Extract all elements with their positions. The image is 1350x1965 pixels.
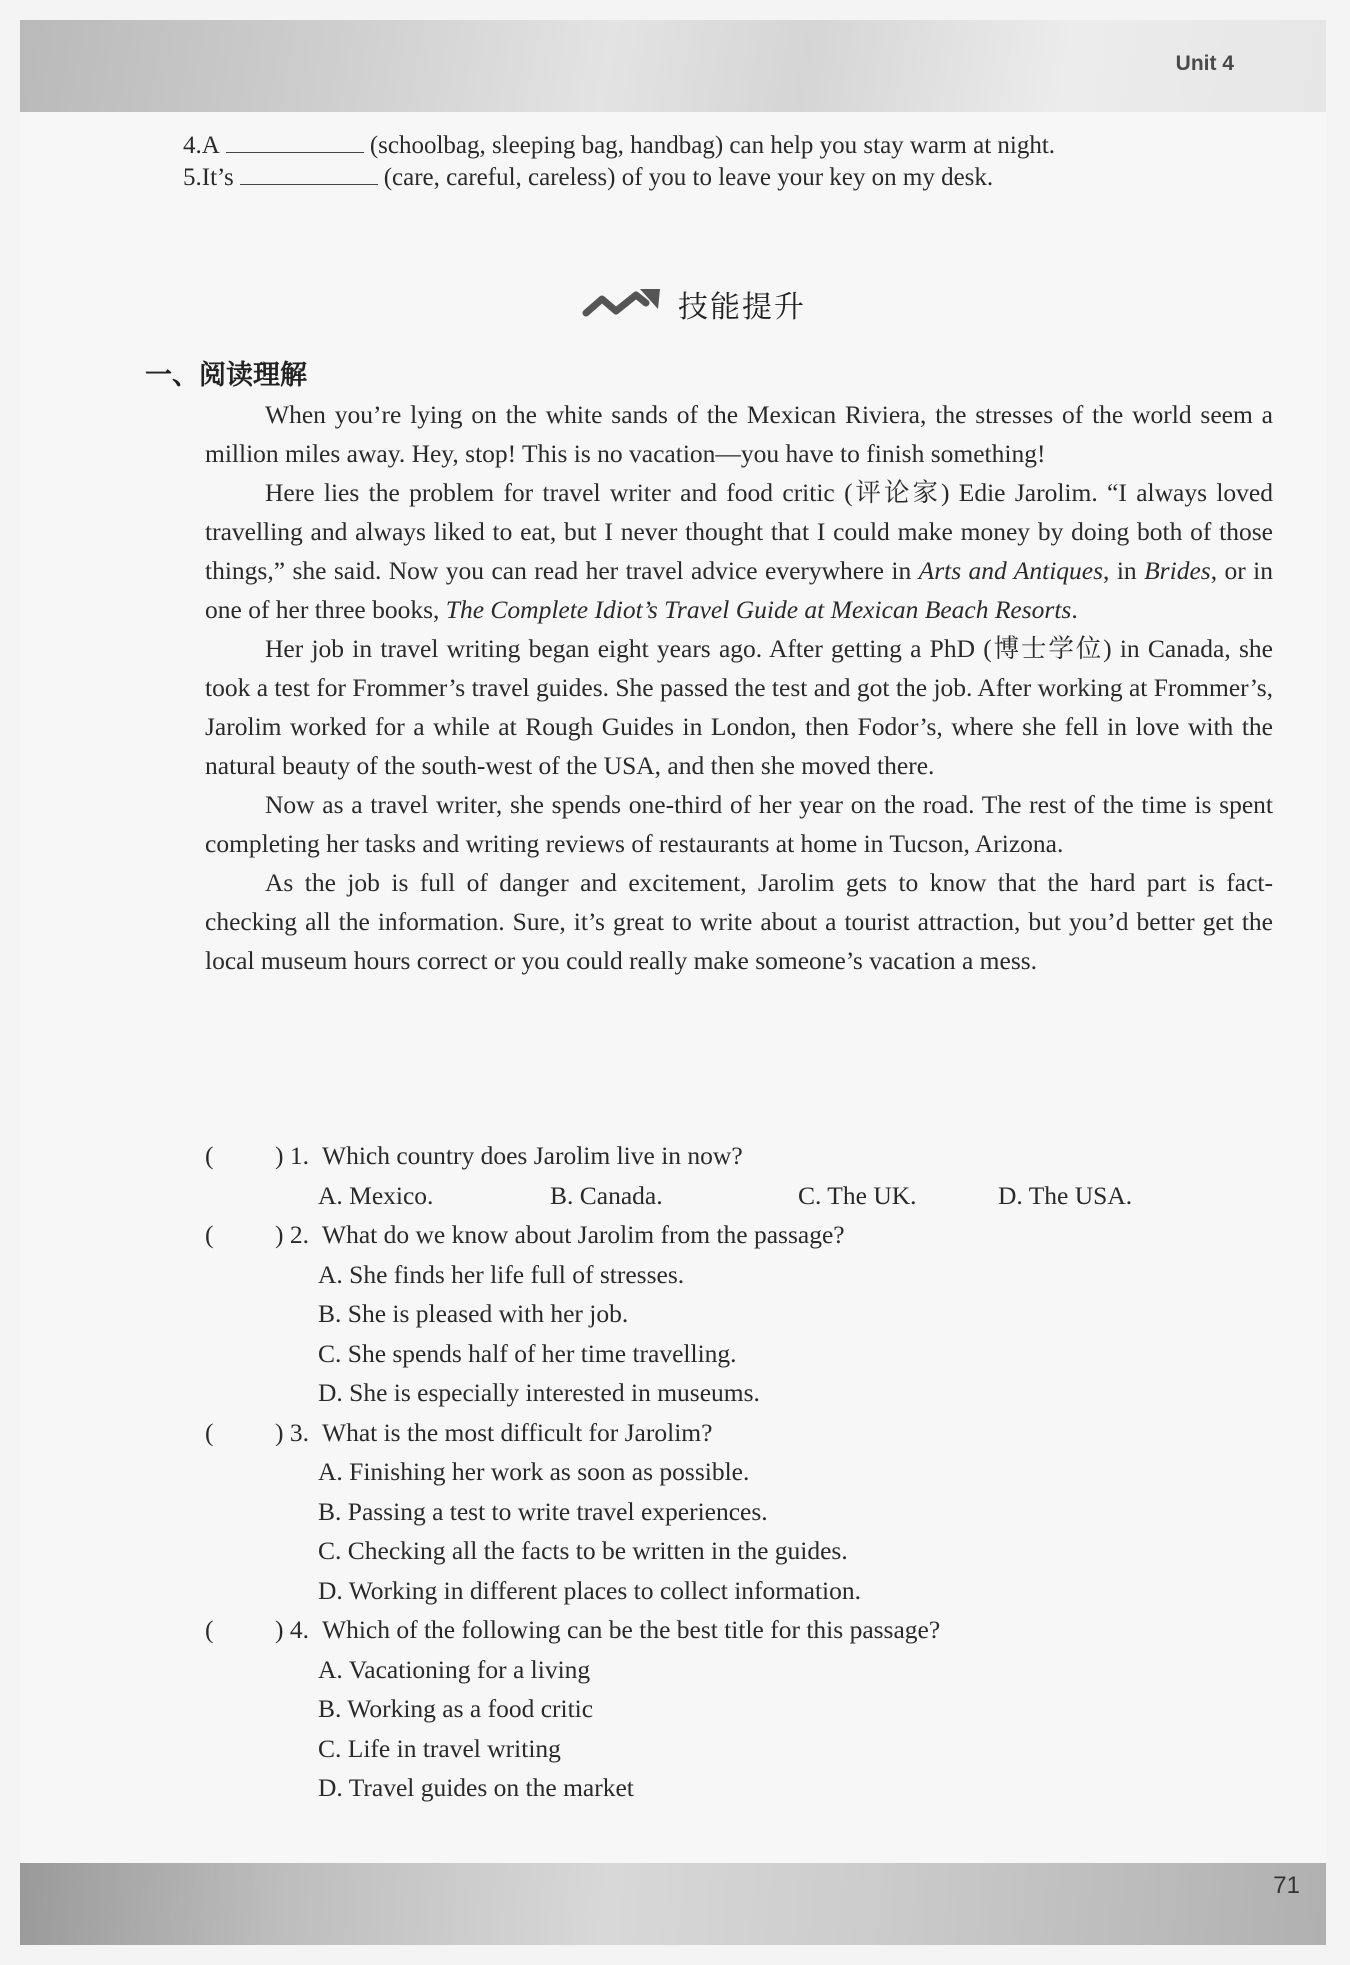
answer-paren[interactable]: ( <box>205 1220 214 1249</box>
answer-blank[interactable] <box>226 130 364 153</box>
question-number: ) 2. <box>275 1220 309 1249</box>
option-b[interactable]: B. Working as a food critic <box>318 1694 594 1723</box>
reading-passage <box>205 395 1273 980</box>
page <box>20 20 1326 1945</box>
answer-paren[interactable]: ( <box>205 1615 214 1644</box>
header-band <box>20 20 1326 112</box>
fill-blank-5 <box>183 162 993 194</box>
option-d[interactable]: D. Working in different places to collect information. <box>318 1575 861 1605</box>
passage-paragraph: As the job is full of danger and excitement, Jarolim gets to know that the hard part is fact-checking all the information. Sure, it’s great to write about a tourist attraction, but you’d better get the local museum hours correct or you could really make someone’s vacation a mess. <box>205 868 1273 975</box>
option-b[interactable]: B. She is pleased with her job. <box>318 1299 629 1328</box>
option-c[interactable]: C. She spends half of her time travelling. <box>318 1338 737 1368</box>
answer-blank[interactable] <box>240 162 378 185</box>
question-text: Which country does Jarolim live in now? <box>322 1141 743 1170</box>
option-a[interactable]: A. She finds her life full of stresses. <box>318 1259 685 1289</box>
option-a[interactable]: A. Finishing her work as soon as possible. <box>318 1457 750 1486</box>
option-a[interactable]: A. Mexico. <box>318 1180 434 1210</box>
option-c[interactable]: C. The UK. <box>798 1180 917 1210</box>
fill-blank-after: (schoolbag, sleeping bag, handbag) can help you stay warm at night. <box>369 132 1056 159</box>
trend-up-arrow-icon <box>582 287 664 321</box>
fill-blank-before: It’s <box>201 164 234 191</box>
question-2 <box>205 1215 1273 1413</box>
question-3 <box>205 1413 1273 1611</box>
option-b[interactable]: B. Canada. <box>550 1180 663 1210</box>
fill-blank-after: (care, careful, careless) of you to leave your key on my desk. <box>383 164 994 191</box>
question-text: What is the most difficult for Jarolim? <box>322 1417 713 1447</box>
unit-label: Unit 4 <box>1175 52 1234 75</box>
option-c[interactable]: C. Checking all the facts to be written in the guides. <box>318 1536 848 1565</box>
footer-band <box>20 1863 1326 1945</box>
question-4 <box>205 1610 1273 1808</box>
question-text: What do we know about Jarolim from the passage? <box>322 1220 845 1249</box>
passage-paragraph: Now as a travel writer, she spends one-third of her year on the road. The rest of the time is spent completing her tasks and writing reviews of restaurants at home in Tucson, Arizona. <box>205 790 1273 858</box>
question-number: ) 3. <box>275 1417 309 1447</box>
fill-blank-number: 4. <box>183 132 202 159</box>
page-number: 71 <box>1273 1872 1300 1899</box>
section-header <box>582 282 806 326</box>
fill-blank-4 <box>183 130 1055 162</box>
passage-paragraph: Her job in travel writing began eight years ago. After getting a PhD (博士学位) in Canada, she took a test for Frommer’s travel guides. She passed the test and got the job. After working at Frommer’s, Jarolim worked for a while at Rough Guides in London, then Fodor’s, where she fell in love with the natural beauty of the south-west of the USA, and then she moved there. <box>205 634 1273 780</box>
passage-paragraph: When you’re lying on the white sands of the Mexican Riviera, the stresses of the world seem a million miles away. Hey, stop! This is no vacation—you have to finish something! <box>205 400 1273 468</box>
section-title: 技能提升 <box>678 290 806 325</box>
question-list <box>205 1136 1273 1808</box>
passage-paragraph: Here lies the problem for travel writer and food critic (评论家) Edie Jarolim. “I always loved travelling and always liked to eat, but I never thought that I could make money by doing both of those things,” she said. Now you can read her travel advice everywhere in Arts and Antiques, in Brides, or in one of her three books, The Complete Idiot’s Travel Guide at Mexican Beach Resorts. <box>205 478 1273 624</box>
question-number: ) 4. <box>275 1615 309 1644</box>
option-a[interactable]: A. Vacationing for a living <box>318 1654 591 1684</box>
part-title: 一、阅读理解 <box>145 360 307 391</box>
option-b[interactable]: B. Passing a test to write travel experiences. <box>318 1496 768 1526</box>
option-d[interactable]: D. She is especially interested in museums. <box>318 1378 760 1407</box>
answer-paren[interactable]: ( <box>205 1141 214 1170</box>
answer-paren[interactable]: ( <box>205 1417 214 1447</box>
fill-blank-before: A <box>201 132 220 159</box>
question-text: Which of the following can be the best title for this passage? <box>322 1615 941 1644</box>
fill-blank-number: 5. <box>183 164 202 191</box>
question-1 <box>205 1136 1273 1215</box>
question-number: ) 1. <box>275 1141 309 1170</box>
option-d[interactable]: D. The USA. <box>998 1180 1133 1210</box>
option-c[interactable]: C. Life in travel writing <box>318 1733 561 1763</box>
option-d[interactable]: D. Travel guides on the market <box>318 1773 634 1802</box>
